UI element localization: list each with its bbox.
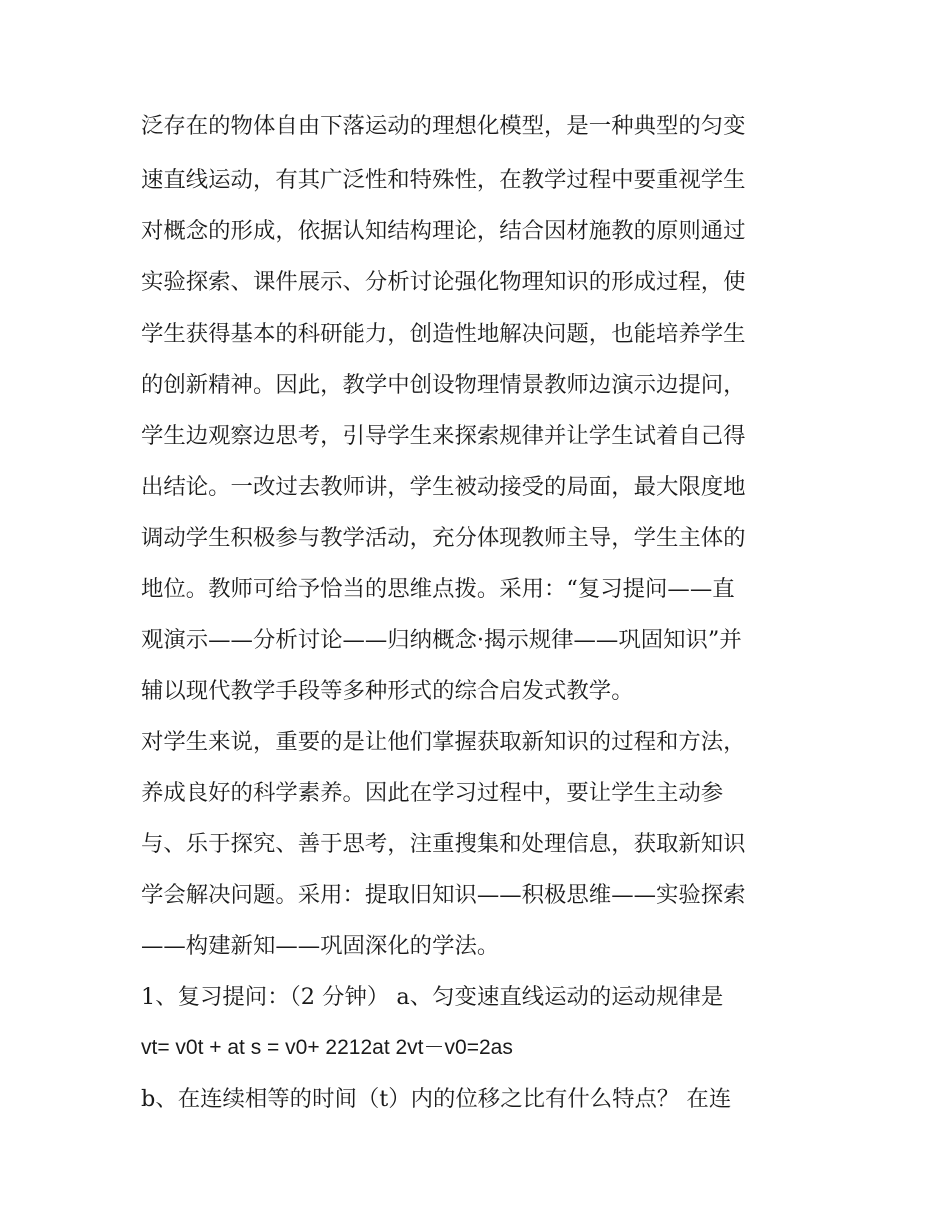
text-line: 学生边观察边思考，引导学生来探索规律并让学生试着自己得 — [141, 423, 746, 449]
text-line: 养成良好的科学素养。因此在学习过程中，要让学生主动参 — [141, 780, 724, 806]
text-line: ——构建新知——巩固深化的学法。 — [141, 933, 500, 959]
text-line: 的创新精神。因此，教学中创设物理情景教师边演示边提问， — [141, 372, 746, 398]
text-line: 观演示——分析讨论——归纳概念·揭示规律——巩固知识”并 — [141, 627, 742, 653]
text-line: 对概念的形成，依据认知结构理论，结合因材施教的原则通过 — [141, 218, 746, 244]
formula-line: vt= v0t + at s = v0+ 2212at 2vt－v0=2as — [141, 1036, 513, 1059]
text-line: 速直线运动，有其广泛性和特殊性，在教学过程中要重视学生 — [141, 167, 746, 193]
text-line: 地位。教师可给予恰当的思维点拨。采用：“复习提问——直 — [141, 576, 735, 602]
text-line: 出结论。一改过去教师讲，学生被动接受的局面，最大限度地 — [141, 474, 746, 500]
text-line: 辅以现代教学手段等多种形式的综合启发式教学。 — [141, 678, 634, 704]
text-line: 学会解决问题。采用：提取旧知识——积极思维——实验探索 — [141, 882, 746, 908]
text-line: b、在连续相等的时间（t）内的位移之比有什么特点？ 在连 — [141, 1086, 732, 1112]
text-line: 与、乐于探究、善于思考，注重搜集和处理信息，获取新知识 — [141, 831, 746, 857]
text-line: 1、复习提问：（2 分钟） a、匀变速直线运动的运动规律是 — [141, 984, 724, 1010]
text-line: 实验探索、课件展示、分析讨论强化物理知识的形成过程，使 — [141, 269, 746, 295]
text-line: 学生获得基本的科研能力，创造性地解决问题，也能培养学生 — [141, 321, 746, 347]
text-line: 对学生来说，重要的是让他们掌握获取新知识的过程和方法， — [141, 729, 746, 755]
text-line: 泛存在的物体自由下落运动的理想化模型，是一种典型的匀变 — [141, 113, 746, 139]
text-line: 调动学生积极参与教学活动，充分体现教师主导，学生主体的 — [141, 525, 746, 551]
